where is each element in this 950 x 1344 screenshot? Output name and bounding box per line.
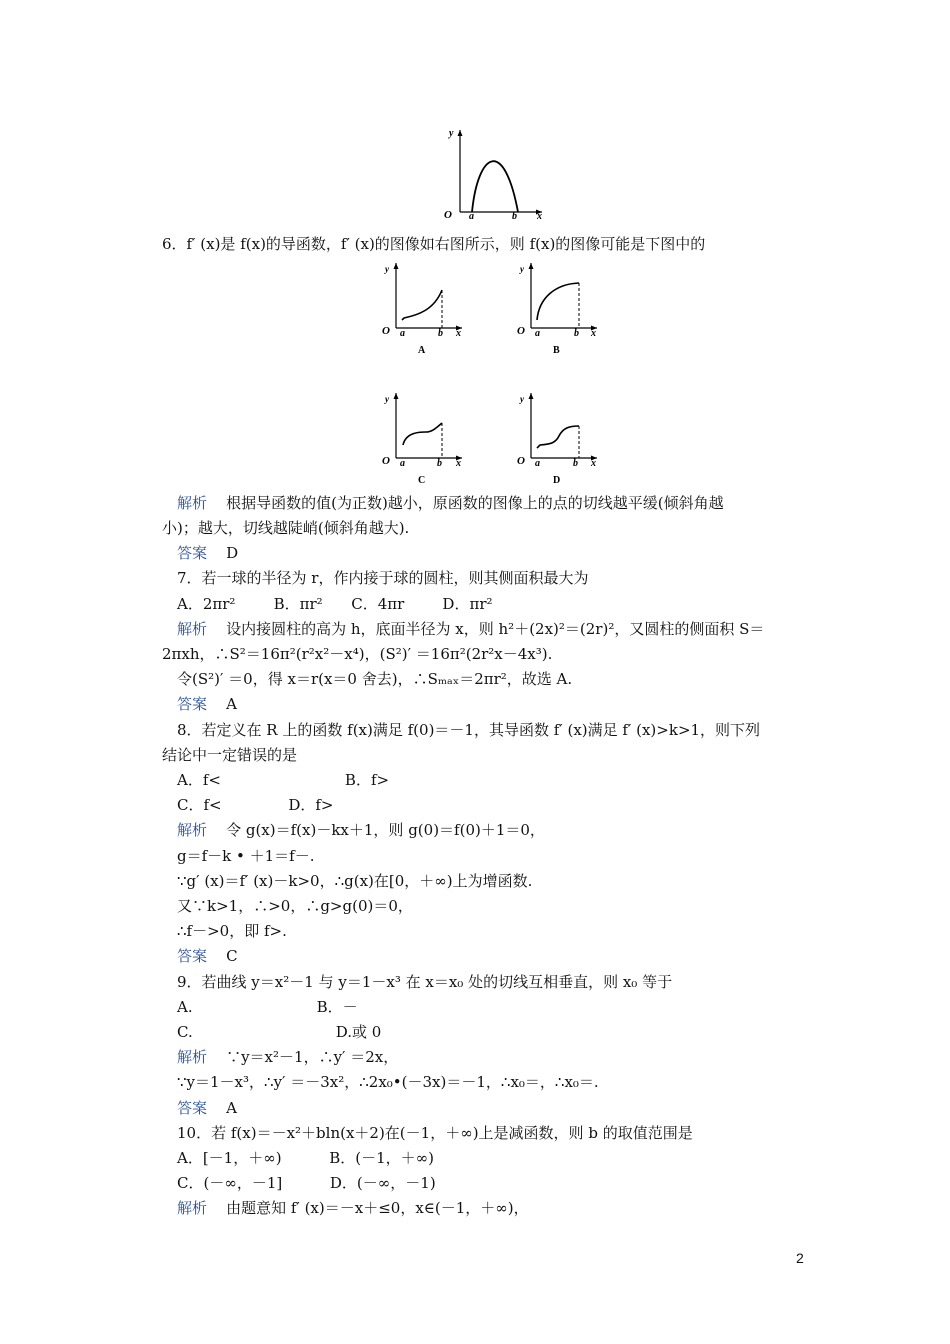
- answer-tag: 答案: [177, 947, 208, 965]
- question-8-cont: 结论中一定错误的是: [162, 746, 298, 764]
- svg-text:b: b: [437, 458, 442, 469]
- axis-y-label: y: [449, 128, 454, 139]
- answer-8: 答案 C: [177, 947, 238, 965]
- question-9-options-ab: A. B．－: [177, 998, 358, 1016]
- point-b-label: b: [512, 211, 517, 222]
- analysis-tag: 解析: [177, 494, 208, 512]
- answer-9: 答案 A: [177, 1099, 237, 1117]
- figure-option-b: [515, 258, 605, 362]
- figure-derivative-graph: [440, 122, 550, 226]
- axis-x-label: x: [537, 211, 542, 222]
- svg-text:O: O: [517, 325, 525, 337]
- figure-option-c: [380, 388, 470, 492]
- figure-option-d: [515, 388, 605, 492]
- answer-6: 答案 D: [177, 544, 239, 562]
- question-10-options-ab: A．[－1，＋∞) B．(－1，＋∞): [177, 1149, 435, 1167]
- question-10: 10．若 f(x)＝－x²＋bln(x＋2)在(－1，＋∞)上是减函数，则 b 的取值范围是: [177, 1124, 693, 1142]
- svg-text:y: y: [385, 394, 389, 404]
- svg-text:a: a: [400, 458, 405, 469]
- figure-option-a: [380, 258, 470, 362]
- svg-text:O: O: [382, 325, 390, 337]
- svg-text:O: O: [517, 455, 525, 467]
- answer-tag: 答案: [177, 544, 208, 562]
- option-a-label: A: [418, 345, 426, 356]
- svg-text:y: y: [385, 264, 389, 274]
- question-8: 8．若定义在 R 上的函数 f(x)满足 f(0)＝－1，其导函数 f′ (x)满足 f′ (x)>k>1，则下列: [177, 721, 761, 739]
- svg-text:a: a: [535, 458, 540, 469]
- answer-tag: 答案: [177, 695, 208, 713]
- question-7-options: A．2πr² B．πr² C．4πr D．πr²: [177, 595, 493, 613]
- svg-text:y: y: [520, 264, 524, 274]
- analysis-6-line2: 小)；越大，切线越陡峭(倾斜角越大).: [162, 519, 410, 537]
- question-8-options-cd: C．f< D．f>: [177, 796, 334, 814]
- analysis-8-line3: ∵g′ (x)＝f′ (x)－k>0，∴g(x)在[0，＋∞)上为增函数.: [177, 872, 533, 890]
- svg-text:a: a: [535, 328, 540, 339]
- svg-text:x: x: [591, 328, 596, 339]
- analysis-7-line2: 2πxh，∴S²＝16π²(r²x²－x⁴)，(S²)′ ＝16π²(2r²x－4x³).: [162, 645, 553, 663]
- svg-text:b: b: [574, 328, 579, 339]
- analysis-7-line3: 令(S²)′ ＝0，得 x＝r(x＝0 舍去)，∴Sₘₐₓ＝2πr²，故选 A.: [177, 670, 573, 688]
- svg-text:x: x: [591, 458, 596, 469]
- svg-text:O: O: [382, 455, 390, 467]
- question-9: 9．若曲线 y＝x²－1 与 y＝1－x³ 在 x＝x₀ 处的切线互相垂直，则 x₀ 等于: [177, 973, 673, 991]
- svg-text:a: a: [400, 328, 405, 339]
- question-7: 7．若一球的半径为 r，作内接于球的圆柱，则其侧面积最大为: [177, 569, 589, 587]
- analysis-tag: 解析: [177, 1048, 208, 1066]
- question-9-options-cd: C. D.或 0: [177, 1023, 382, 1041]
- analysis-10-line1: 解析 由题意知 f′ (x)＝－x＋≤0，x∈(－1，＋∞)，: [177, 1199, 529, 1217]
- analysis-9-line1: 解析 ∵y＝x²－1，∴y′ ＝2x，: [177, 1048, 399, 1066]
- origin-label: O: [444, 209, 452, 221]
- analysis-8-line2: g＝f－k • ＋1＝f－.: [177, 847, 315, 865]
- point-a-label: a: [469, 211, 474, 222]
- page-number: 2: [796, 1250, 804, 1266]
- svg-text:b: b: [438, 328, 443, 339]
- question-6: 6．f′ (x)是 f(x)的导函数，f′ (x)的图像如右图所示，则 f(x)的图像可能是下图中的: [162, 235, 706, 253]
- analysis-tag: 解析: [177, 821, 208, 839]
- answer-tag: 答案: [177, 1099, 208, 1117]
- option-b-label: B: [553, 345, 560, 356]
- svg-text:x: x: [456, 328, 461, 339]
- answer-7: 答案 A: [177, 695, 237, 713]
- question-8-options-ab: A．f< B．f>: [177, 771, 390, 789]
- analysis-8-line4: 又∵k>1，∴>0，∴g>g(0)＝0，: [177, 897, 413, 915]
- svg-text:b: b: [573, 458, 578, 469]
- analysis-9-line2: ∵y＝1－x³，∴y′ ＝－3x²，∴2x₀•(－3x)＝－1，∴x₀＝，∴x₀＝.: [177, 1073, 599, 1091]
- option-c-label: C: [418, 475, 426, 486]
- analysis-tag: 解析: [177, 620, 208, 638]
- analysis-7-line1: 解析 设内接圆柱的高为 h，底面半径为 x，则 h²＋(2x)²＝(2r)²，又圆柱的侧面积 S＝: [177, 620, 765, 638]
- question-10-options-cd: C．(－∞，－1] D．(－∞，－1): [177, 1174, 436, 1192]
- analysis-8-line1: 解析 令 g(x)＝f(x)－kx＋1，则 g(0)＝f(0)＋1＝0，: [177, 821, 545, 839]
- analysis-tag: 解析: [177, 1199, 208, 1217]
- option-d-label: D: [553, 475, 561, 486]
- svg-text:y: y: [520, 394, 524, 404]
- svg-text:x: x: [456, 458, 461, 469]
- analysis-8-line5: ∴f－>0，即 f>.: [177, 922, 287, 940]
- analysis-6-line1: 解析 根据导函数的值(为正数)越小，原函数的图像上的点的切线越平缓(倾斜角越: [177, 494, 724, 512]
